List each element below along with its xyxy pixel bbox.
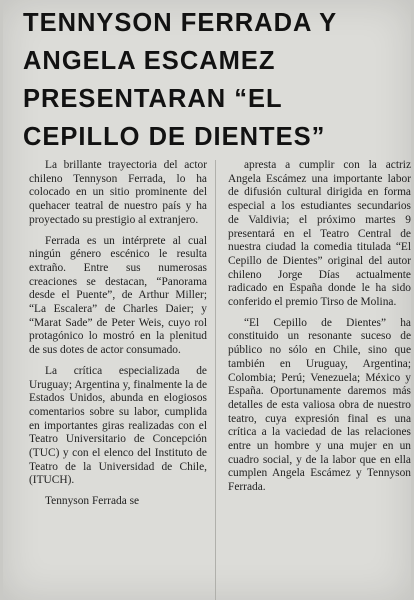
paragraph-critics: La crítica especializada de Uruguay; Argentina y, finalmente la de Estados Unidos, abunda en elogiosos comentarios sobre su labor, cumplida en importantes giras realizadas con el Teatro Universitario de Concepción (TUC) y con el elenco del Instituto de Teatro de la Universidad de Chile, (ITUCH). [29, 364, 207, 487]
paragraph-roles: Ferrada es un intérprete al cual ningún género escénico le resulta extraño. Entre sus numerosas creaciones se destacan, “Panorama desde el Puente”, de Arthur Miller; “La Escalera” de Charles Daier; y “Marat Sade” de Peter Weis, cuyo rol protagónico lo mostró en la plenitud de sus dotes de actor consumado. [29, 234, 207, 357]
column-divider [215, 160, 216, 600]
headline-line-2: ANGELA ESCAMEZ [23, 47, 276, 75]
headline [23, 4, 413, 156]
paragraph-play: “El Cepillo de Dientes” ha constituido un resonante suceso de público no sólo en Chile, sino que también en Uruguay, Argentina; Colombia; Perú; Venezuela; México y España. Oportunamente daremos más detalles de esta valiosa obra de nuestro teatro, cuya expresión final es una crítica a la vaciedad de las relaciones entre un hombre y una mujer en un cuadro social, y de la labor que en ella cumplen Angela Escámez y Tennyson Ferrada. [228, 316, 411, 494]
left-column [29, 159, 207, 509]
paragraph-intro: La brillante trayectoria del actor chileno Tennyson Ferrada, lo ha colocado en un sitio prominente del quehacer teatral de nuestro país y ha proyectado su prestigio al extranjero. [29, 159, 207, 226]
headline-line-1: TENNYSON FERRADA Y [23, 9, 338, 37]
paragraph-continued: Tennyson Ferrada se [45, 495, 140, 508]
headline-line-4: CEPILLO DE DIENTES” [23, 123, 326, 151]
right-column [228, 159, 411, 495]
newspaper-clipping [3, 0, 411, 600]
headline-line-3: PRESENTARAN “EL [23, 85, 283, 113]
paragraph-tour: apresta a cumplir con la actriz Angela Escámez una importante labor de difusión cultural dirigida en forma especial a los estudiantes secundarios de Valdivia; el próximo martes 9 presentará en el Teatro Central de nuestra ciudad la comedia titulada “El Cepillo de Dientes” original del autor chileno Jorge Días actualmente radicado en España donde le ha sido conferido el premio Tirso de Molina. [228, 159, 411, 309]
